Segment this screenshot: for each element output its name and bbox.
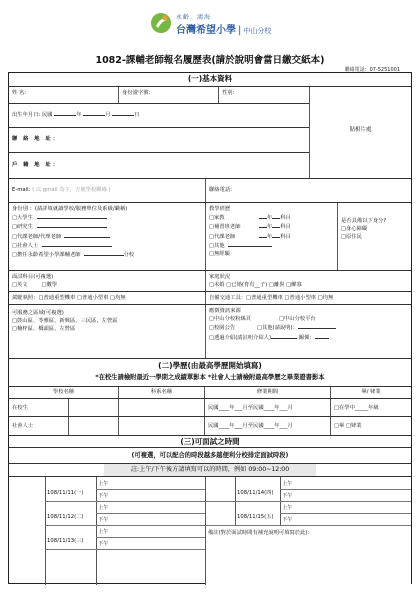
- school-name-input-2[interactable]: [69, 417, 119, 435]
- source-campus[interactable]: □校園公告: [209, 325, 236, 332]
- contact-phone: 聯絡電話：07-5251001: [344, 67, 400, 73]
- slot-1114-am[interactable]: 上午: [282, 481, 293, 487]
- slot-1115-am[interactable]: 上午: [282, 505, 293, 511]
- identity-undergrad[interactable]: □大學生: [12, 213, 202, 222]
- identity-cell: 身份別 ：(請詳填就讀學校/服務單位及系級/職稱) □大學生 □研究生 □代課老師/代理老師 □社會人士 □擔任永齡希望小學課輔老師 分校: [9, 203, 206, 270]
- photo-box[interactable]: 貼相片處: [309, 87, 411, 179]
- application-form: [8, 72, 412, 584]
- special-indigenous[interactable]: □原住民: [341, 234, 362, 241]
- teach-none[interactable]: □無經驗: [209, 251, 230, 258]
- subject-cell: 面試科目(可複選) □英文 □數學: [9, 271, 206, 291]
- schedule-example-row: 註:上午/下午後方請填寫可以的時間，例如 09:00~12:00: [9, 464, 411, 477]
- contact-address-row: [9, 128, 309, 153]
- logo-tagline: 永齡．鴻海: [176, 14, 212, 21]
- source-referral[interactable]: □透過介紹(請註明介紹人): [209, 334, 272, 341]
- info-source-cell: 應徵資訊來源 □中山分校粉絲頁 □中山分校平台 □校園公告 □其他(請說明)： □透過介紹(請註明介紹人) 關係：: [206, 305, 411, 358]
- school-logo: [150, 10, 330, 40]
- basic-section-header: (一)基本資料: [9, 73, 411, 87]
- email-row: [9, 179, 411, 203]
- status-student[interactable]: □在學中_____年級: [334, 405, 379, 411]
- slot-1111-am[interactable]: 上午: [98, 481, 109, 487]
- slot-1113-am[interactable]: 上午: [98, 529, 109, 535]
- subject-row: [9, 271, 411, 292]
- department-input[interactable]: [119, 399, 205, 416]
- phone-field[interactable]: 聯絡電話:: [209, 187, 232, 193]
- identity-public[interactable]: □社會人士: [12, 241, 202, 250]
- area-row: [9, 305, 411, 359]
- identity-row: [9, 203, 411, 271]
- identity-substitute[interactable]: □代課老師/代理老師: [12, 232, 202, 241]
- leaf-logo-icon: [150, 12, 172, 34]
- education-table-header: 學校名稱 科系名稱 修業期間 畢/ 肄業: [9, 387, 411, 399]
- subject-english[interactable]: □英文: [12, 282, 28, 289]
- teach-other[interactable]: □其他: [209, 241, 334, 250]
- school-name-input[interactable]: [69, 399, 119, 416]
- area-option-1[interactable]: □鼓山區、苓雅區、新興區、三民區、左營區: [12, 318, 118, 325]
- teach-cram[interactable]: □補習班老師 年 科目: [209, 224, 291, 231]
- slot-1115-pm[interactable]: 下午: [282, 517, 293, 523]
- logo-school-name: 台灣希望小學 | 中山分校: [176, 25, 272, 36]
- service-area-cell: 可服務之區域(可複選) □鼓山區、苓雅區、新興區、三民區、左營區 □楠梓區、橋頭區、左營區: [9, 305, 206, 358]
- license-field[interactable]: 駕駛執照：□普通重型機車 □普通小型車 □均無: [9, 292, 206, 304]
- education-row-public: 社會人士 民國____年___月至民國____年___月 □畢 □肄業: [9, 417, 411, 436]
- transport-field[interactable]: 自備交通工具：□普通重型機車 □普通小型車 □均無: [209, 295, 334, 301]
- birthdate-field[interactable]: 出生年月日: 民國 年 月 日: [12, 112, 140, 118]
- identity-graduate[interactable]: □研究生: [12, 222, 202, 231]
- teaching-cell: 教學經歷 □家教 年 科目 □補習班老師 年 科目 □代課老師 年 科目 □其他 □無經驗: [206, 203, 338, 270]
- remark-field[interactable]: 備註(對於面試時間有補充說明可填寫於此)：: [206, 526, 411, 585]
- status-graduate[interactable]: □畢 □肄業: [334, 423, 362, 429]
- study-period-input[interactable]: 民國____年___月至民國____年___月: [205, 399, 331, 416]
- name-row: [9, 87, 309, 104]
- home-address-row: [9, 153, 309, 179]
- slot-1114-pm[interactable]: 下午: [282, 493, 293, 499]
- id-number-field[interactable]: 身份證字號:: [119, 87, 219, 103]
- source-other[interactable]: □其他(請說明)：: [257, 325, 298, 332]
- slot-1111-pm[interactable]: 下午: [98, 493, 109, 499]
- license-row: [9, 292, 411, 305]
- schedule-section-header: (三)可面試之時間: [9, 436, 411, 448]
- contact-address-field[interactable]: 聯 絡 地 址：: [12, 136, 61, 142]
- special-identity-cell: 是否具備以下身分? □身心障礙 □原住民: [338, 203, 411, 270]
- education-row-student: 在校生 民國____年___月至民國____年___月 □在學中_____年級: [9, 399, 411, 417]
- education-section-header: (二)學歷(由最高學歷開始填寫) *在校生請檢附最近一學期之成績單影本 *社會人士請檢附最高學歷之畢業證書影本: [9, 359, 411, 387]
- slot-1112-am[interactable]: 上午: [98, 505, 109, 511]
- identity-former-tutor[interactable]: □擔任永齡希望小學課輔老師 分校: [12, 252, 135, 259]
- name-field[interactable]: 姓 名:: [9, 87, 119, 103]
- teach-substitute[interactable]: □代課老師 年 科目: [209, 233, 291, 240]
- schedule-note-row: (可複選，可以配合的時段越多越便利分校排定面試時段): [9, 448, 411, 464]
- schedule-grid: 108/11/11(一) 上午 下午 108/11/12(二) 上午 下午 108/11/13(三) 上午 下午 108/11/14(四) 上午 下午 108/11/15(五) 上午 下午 備註(對於面試時間有補充說明可填寫於此)：: [9, 477, 411, 585]
- teach-tutor[interactable]: □家教 年 科目: [209, 215, 291, 222]
- family-options[interactable]: □未婚 □已婚(育有__子) □離異 □鰥寡: [209, 282, 302, 289]
- home-address-field[interactable]: 戶 籍 地 址：: [12, 162, 61, 168]
- birth-row: [9, 104, 309, 128]
- subject-math[interactable]: □數學: [41, 282, 58, 289]
- gender-field[interactable]: 性別:: [222, 90, 235, 96]
- form-title: 1082-課輔老師報名履歷表(請於說明會當日繳交紙本): [95, 55, 325, 66]
- slot-1113-pm[interactable]: 下午: [98, 541, 109, 547]
- source-platform[interactable]: □中山分校平台: [279, 316, 316, 323]
- special-disability[interactable]: □身心障礙: [341, 226, 368, 233]
- source-fanpage[interactable]: □中山分校粉絲頁: [209, 316, 252, 323]
- family-cell: 家庭狀況 □未婚 □已婚(育有__子) □離異 □鰥寡: [206, 271, 411, 291]
- area-option-2[interactable]: □楠梓區、橋頭區、左營區: [12, 326, 76, 333]
- slot-1112-pm[interactable]: 下午: [98, 517, 109, 523]
- email-field[interactable]: E-mail: ( 以 gmail 為主，方便學校聯絡 ): [9, 179, 206, 202]
- study-period-input-2[interactable]: 民國____年___月至民國____年___月: [205, 417, 331, 435]
- department-input-2[interactable]: [119, 417, 205, 435]
